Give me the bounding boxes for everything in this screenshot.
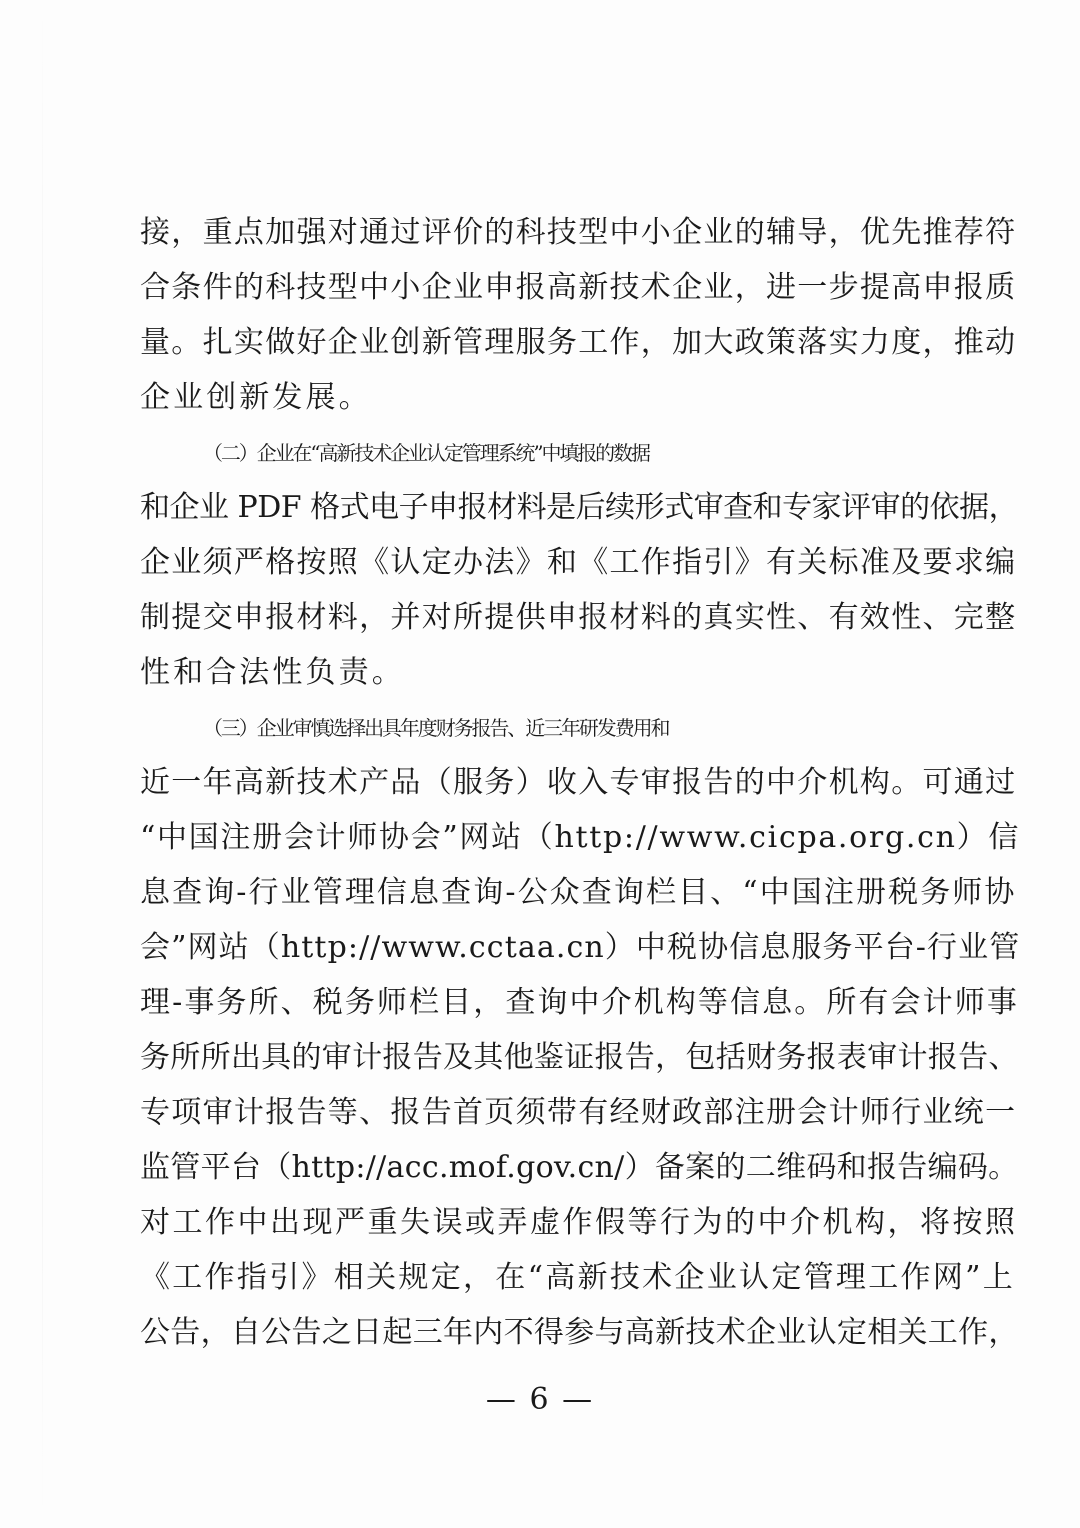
body-text-line: “中国注册会计师协会”网站（http://www.cicpa.org.cn）信 [140,820,1021,855]
body-text-line: 务所所出具的审计报告及其他鉴证报告，包括财务报表审计报告、 [140,1040,1019,1075]
body-text-line: 监管平台（http://acc.mof.gov.cn/）备案的二维码和报告编码。 [140,1150,1019,1185]
body-text-line: 企业须严格按照《认定办法》和《工作指引》有关标准及要求编 [140,545,1017,580]
body-text-line: 理-事务所、税务师栏目，查询中介机构等信息。所有会计师事 [140,985,1019,1020]
body-text-line: 性和合法性负责。 [140,655,405,690]
body-text-line: 量。扎实做好企业创新管理服务工作，加大政策落实力度，推动 [140,325,1017,360]
body-text-line: 企业创新发展。 [140,380,372,415]
paragraph-heading-2: （二）企业在“高新技术企业认定管理系统”中填报的数据 [203,441,649,465]
body-text-line: 会”网站（http://www.cctaa.cn）中税协信息服务平台-行业管 [140,930,1021,965]
body-text-line: 对工作中出现严重失误或弄虚作假等行为的中介机构，将按照 [140,1205,1018,1240]
body-text-line: 公告，自公告之日起三年内不得参与高新技术企业认定相关工作， [140,1315,1019,1350]
paragraph-heading-3: （三）企业审慎选择出具年度财务报告、近三年研发费用和 [203,716,669,740]
body-text-line: 合条件的科技型中小企业申报高新技术企业，进一步提高申报质 [140,270,1017,305]
body-text-line: 制提交申报材料，并对所提供申报材料的真实性、有效性、完整 [140,600,1017,635]
body-text-line: 《工作指引》相关规定，在“高新技术企业认定管理工作网”上 [140,1260,1016,1295]
body-text-line: 近一年高新技术产品（服务）收入专审报告的中介机构。可通过 [140,765,1017,800]
body-text-line: 接，重点加强对通过评价的科技型中小企业的辅导，优先推荐符 [140,215,1017,250]
body-text-line: 专项审计报告等、报告首页须带有经财政部注册会计师行业统一 [140,1095,1017,1130]
body-text-line: 息查询-行业管理信息查询-公众查询栏目、“中国注册税务师协 [140,875,1017,910]
body-text-line: 和企业 PDF 格式电子申报材料是后续形式审查和专家评审的依据， [140,490,1019,525]
scan-edge-shadow [42,0,43,1528]
page-number: — 6 — [485,1382,595,1417]
